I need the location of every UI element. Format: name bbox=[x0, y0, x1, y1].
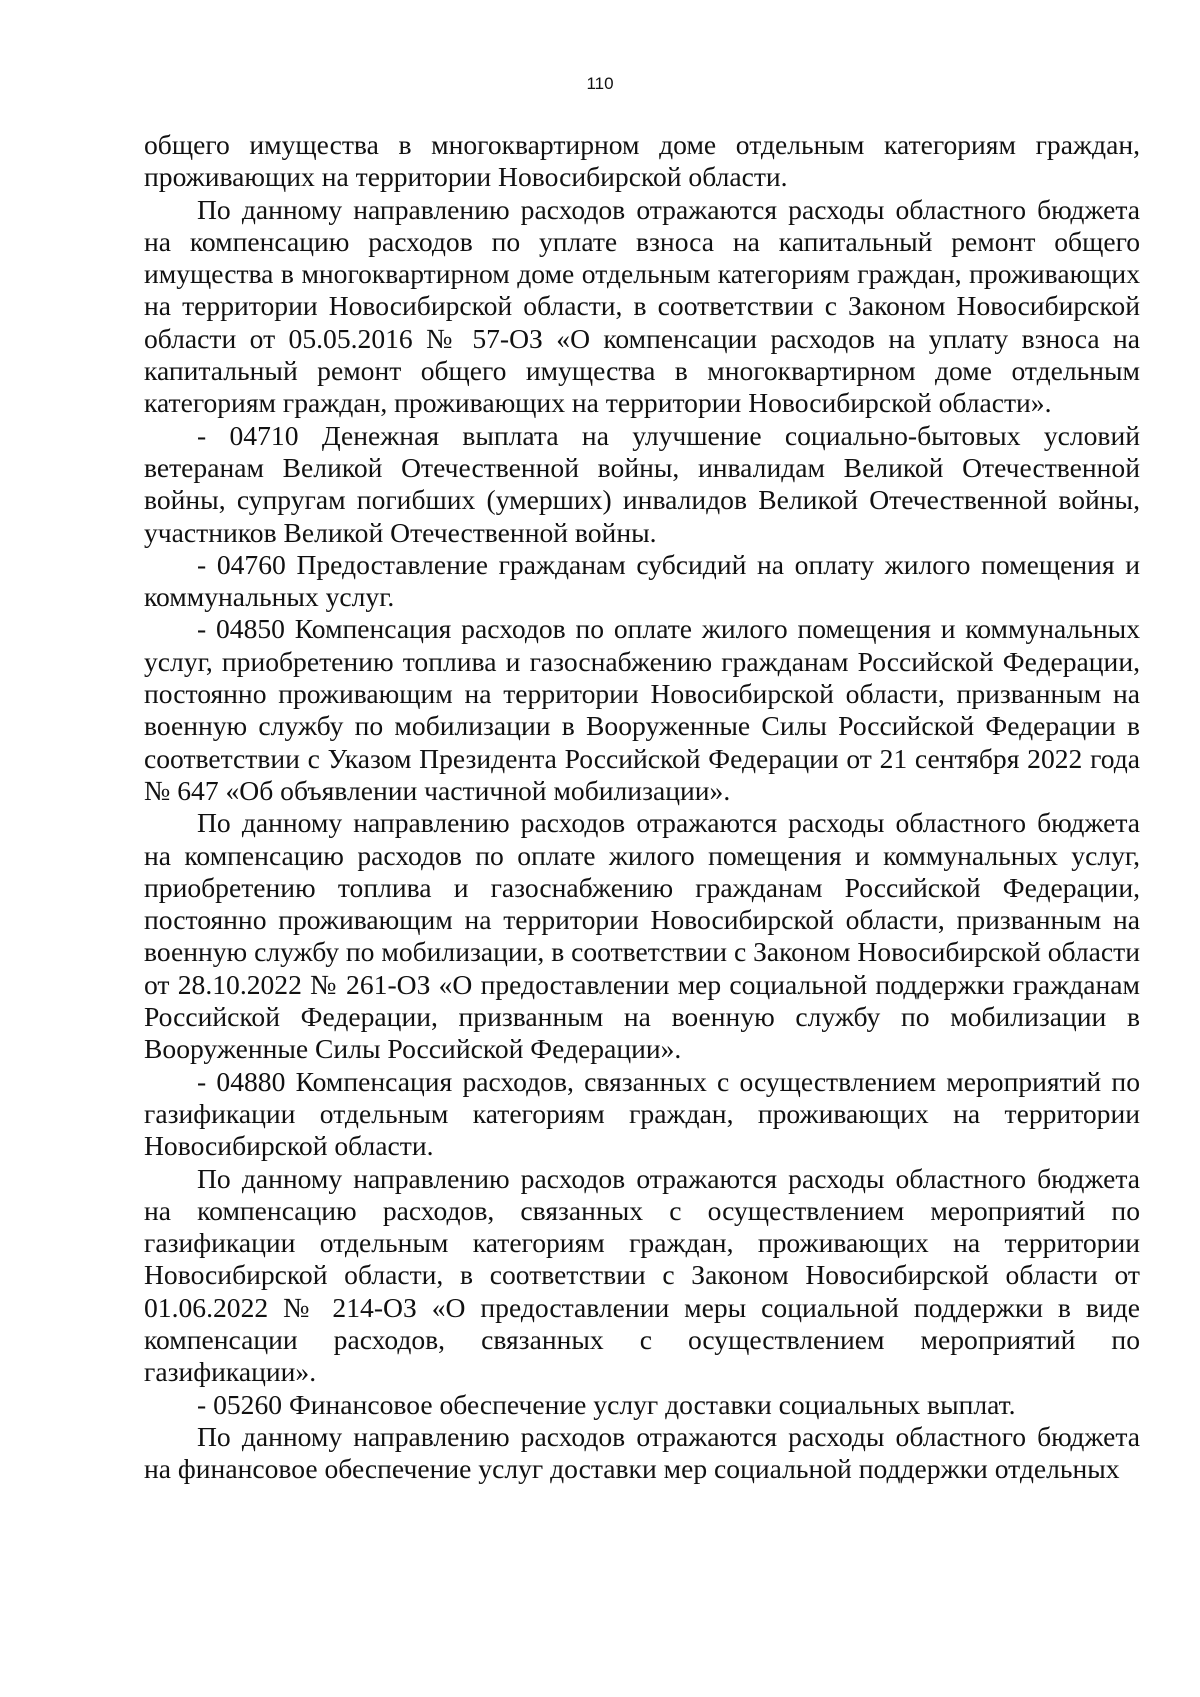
list-item-04880: - 04880 Компенсация расходов, связанных с осуществлением мероприятий по газификации отдельным категориям граждан, проживающих на территории Новосибирской области. bbox=[144, 1065, 1140, 1162]
page-number: 110 bbox=[586, 74, 614, 93]
paragraph: По данному направлению расходов отражаются расходы областного бюджета на компенсацию расходов, связанных с осуществлением мероприятий по газификации отдельным категориям граждан, проживающих на территории Новосибирской области, в соответствии с Законом Новосибирской области от 01.06.2022 № 214-ОЗ «О предоставлении меры социальной поддержки в виде компенсации расходов, связанных с осуществлением мероприятий по газификации». bbox=[144, 1162, 1140, 1388]
list-item-04850: - 04850 Компенсация расходов по оплате жилого помещения и коммунальных услуг, приобретению топлива и газоснабжению гражданам Российской Федерации, постоянно проживающим на территории Новосибирской области, призванным на военную службу по мобилизации в Вооруженные Силы Российской Федерации в соответствии с Указом Президента Российской Федерации от 21 сентября 2022 года № 647 «Об объявлении частичной мобилизации». bbox=[144, 613, 1140, 806]
list-item-04710: - 04710 Денежная выплата на улучшение социально-бытовых условий ветеранам Великой Отечественной войны, инвалидам Великой Отечественной войны, супругам погибших (умерших) инвалидов Великой Отечественной войны, участников Великой Отечественной войны. bbox=[144, 419, 1140, 548]
document-body bbox=[144, 129, 1140, 1485]
paragraph: общего имущества в многоквартирном доме отдельным категориям граждан, проживающих на территории Новосибирской области. bbox=[144, 129, 1140, 193]
list-item-04760: - 04760 Предоставление гражданам субсидий на оплату жилого помещения и коммунальных услуг. bbox=[144, 548, 1140, 613]
list-item-05260: - 05260 Финансовое обеспечение услуг доставки социальных выплат. bbox=[197, 1388, 1016, 1420]
paragraph: По данному направлению расходов отражаются расходы областного бюджета на финансовое обеспечение услуг доставки мер социальной поддержки отдельных bbox=[144, 1420, 1140, 1485]
paragraph: По данному направлению расходов отражаются расходы областного бюджета на компенсацию расходов по уплате взноса на капитальный ремонт общего имущества в многоквартирном доме отдельным категориям граждан, проживающих на территории Новосибирской области, в соответствии с Законом Новосибирской области от 05.05.2016 № 57-ОЗ «О компенсации расходов на уплату взноса на капитальный ремонт общего имущества в многоквартирном доме отдельным категориям граждан, проживающих на территории Новосибирской области». bbox=[144, 193, 1140, 419]
paragraph: По данному направлению расходов отражаются расходы областного бюджета на компенсацию расходов по оплате жилого помещения и коммунальных услуг, приобретению топлива и газоснабжению гражданам Российской Федерации, постоянно проживающим на территории Новосибирской области, призванным на военную службу по мобилизации, в соответствии с Законом Новосибирской области от 28.10.2022 № 261-ОЗ «О предоставлении мер социальной поддержки гражданам Российской Федерации, призванным на военную службу по мобилизации в Вооруженные Силы Российской Федерации». bbox=[144, 807, 1140, 1065]
